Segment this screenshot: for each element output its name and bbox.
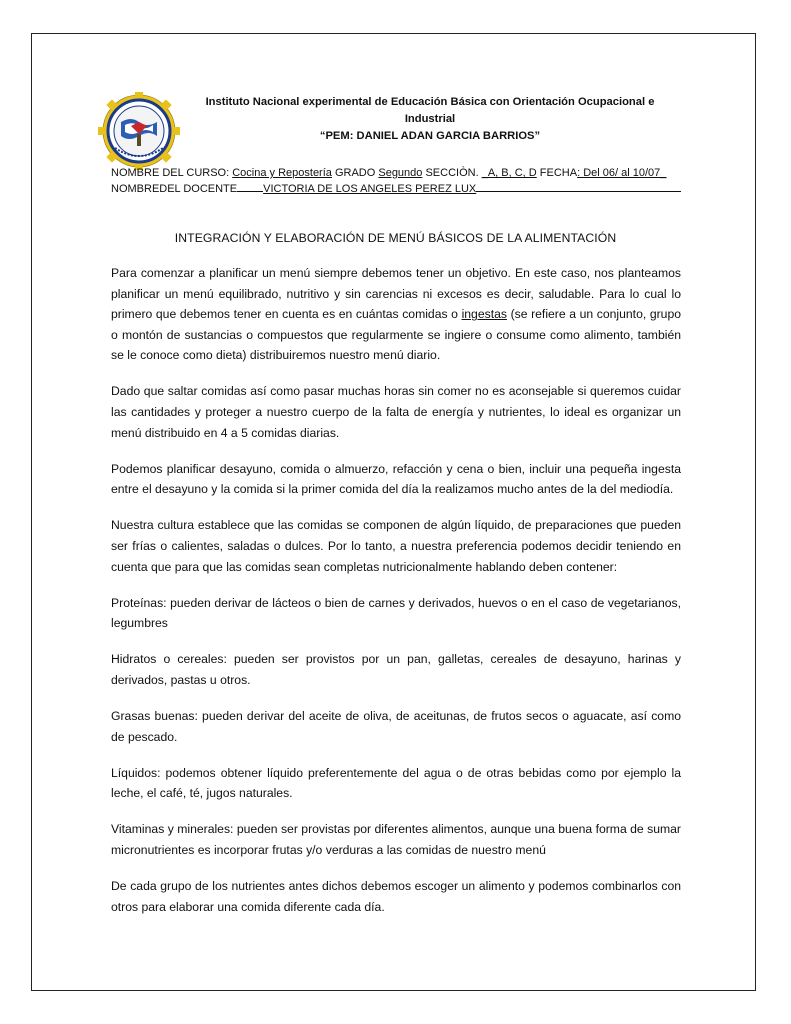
section-label: SECCIÒN.: [422, 167, 482, 179]
term-ingestas: ingestas: [461, 307, 507, 322]
paragraph: [111, 263, 681, 366]
institution-name: Instituto Nacional experimental de Educación Básica con Orientación Ocupacional e: [205, 96, 655, 108]
school-crest-icon: [91, 92, 187, 170]
grade-label: GRADO: [331, 167, 379, 179]
document-body: [111, 263, 681, 933]
paragraph: De cada grupo de los nutrientes antes dichos debemos escoger un alimento y podemos combinarlos con otros para elaborar una comida diferente cada día.: [111, 879, 681, 914]
paragraph: Líquidos: podemos obtener líquido preferentemente del agua o de otras bebidas como por ejemplo la leche, el café, té, jugos naturales.: [111, 765, 681, 801]
teacher-info-line: [111, 180, 681, 197]
grade-value: Segundo: [378, 167, 423, 179]
institution-name-cont: Industrial: [404, 113, 456, 125]
course-value: Cocina y Repostería: [232, 167, 332, 179]
paragraph: Nuestra cultura establece que las comidas se componen de algún líquido, de preparaciones que pueden ser frías o calientes, saladas o dulces. Por lo tanto, a nuestra preferencia podemos decidir teniendo en cuenta que para que las comidas sean completas nutricionalmente hablando deben contener:: [111, 518, 681, 574]
paragraph: Grasas buenas: pueden derivar del aceite de oliva, de aceitunas, de frutos secos o aguacate, así como de pescado.: [111, 709, 681, 744]
paragraph-text: Para comenzar a planificar un menú siempre debemos tener un objetivo. En este caso, nos planteamos planificar un menú equilibrado, nutritivo y sin carencias ni excesos es decir, saludable. Para lo cual lo primero que debemos tener en cuenta es en cuántas comidas o: [111, 266, 681, 322]
paragraph: Dado que saltar comidas así como pasar muchas horas sin comer no es aconsejable si queremos cuidar las cantidades y proteger a nuestro cuerpo de la falta de energía y nutrientes, lo ideal es organizar un menú distribuido en 4 a 5 comidas diarias.: [111, 384, 681, 440]
blank-line: [476, 180, 681, 192]
institution-subtitle: “PEM: DANIEL ADAN GARCIA BARRIOS”: [319, 130, 541, 142]
date-value: : Del 06/ al 10/07_: [577, 167, 667, 179]
course-info-line: [111, 166, 666, 181]
date-label: FECHA: [536, 167, 578, 179]
paragraph: Hidratos o cereales: pueden ser provistos por un pan, galletas, cereales de desayuno, harinas y derivados, pastas u otros.: [111, 652, 681, 687]
teacher-value: VICTORIA DE LOS ANGELES PEREZ LUX: [263, 183, 477, 195]
document-title: INTEGRACIÓN Y ELABORACIÓN DE MENÚ BÁSICOS DE LA ALIMENTACIÓN: [174, 231, 617, 245]
paragraph: Proteínas: pueden derivar de lácteos o bien de carnes y derivados, huevos o en el caso de vegetarianos, legumbres: [111, 595, 681, 631]
teacher-label: NOMBREDEL DOCENTE: [111, 183, 238, 195]
paragraph-text: (se refiere a un conjunto, grupo o montón de sustancias o compuestos que regularmente se ingiere o consume como alimento, también se le conoce como dieta) distribuiremos nuestro menú diario.: [111, 307, 681, 363]
paragraph: Vitaminas y minerales: pueden ser provistas por diferentes alimentos, aunque una buena forma de sumar micronutrientes es incorporar frutas y/o verduras a las comidas de nuestro menú: [111, 822, 681, 858]
section-value: _A, B, C, D: [481, 167, 537, 179]
course-label: NOMBRE DEL CURSO:: [111, 167, 233, 179]
blank-line: [237, 180, 263, 192]
institution-header: [195, 94, 665, 145]
paragraph: Podemos planificar desayuno, comida o almuerzo, refacción y cena o bien, incluir una pequeña ingesta entre el desayuno y la comida si la primer comida del día la realizamos mucho antes de la del mediodía.: [111, 461, 681, 497]
